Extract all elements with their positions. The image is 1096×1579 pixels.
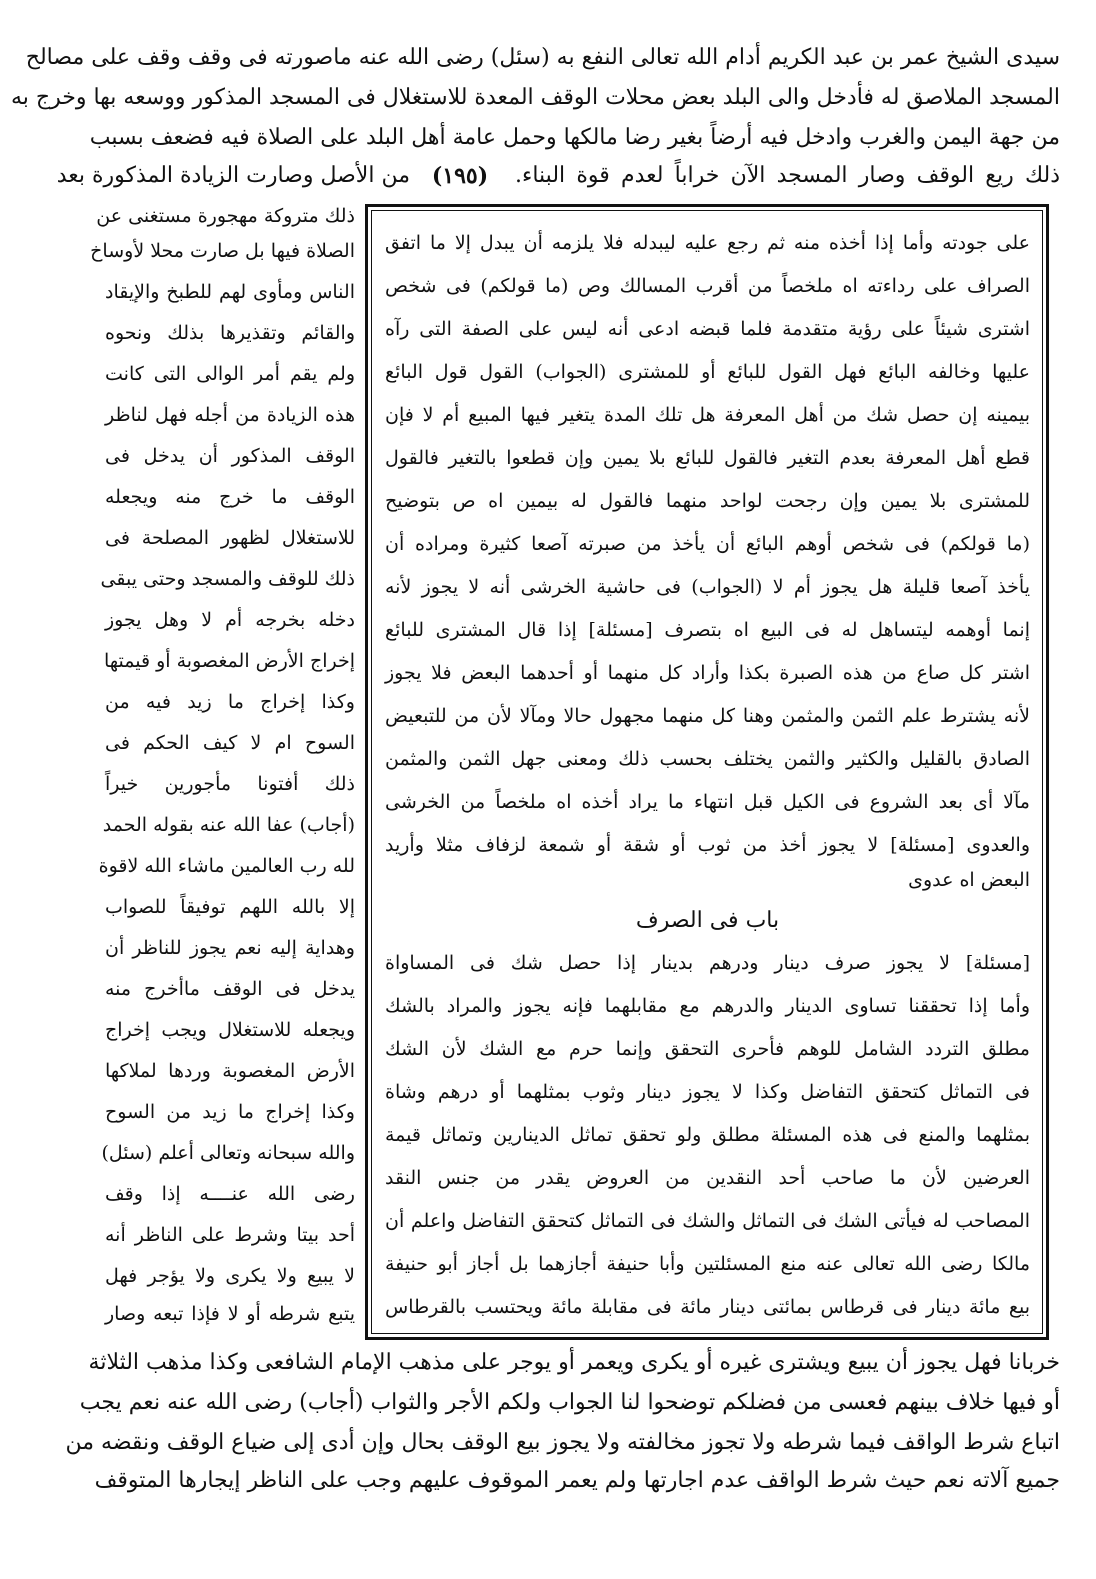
text-line: والقائم وتقذيرها بذلك ونحوه xyxy=(105,322,355,344)
text-line: والله سبحانه وتعالى أعلم (سئل) xyxy=(101,1142,355,1164)
text-line: الصراف على رداءته اه ملخصاً من أقرب المسالك وص (ما قولكم) فى شخص xyxy=(385,275,1030,297)
text-line: ويجعله للاستغلال ويجب إخراج xyxy=(105,1019,355,1041)
text-line: ذلك للوقف والمسجد وحتى يبقى xyxy=(100,568,355,590)
text-line: يدخل فى الوقف ماأخرج منه xyxy=(105,978,355,1000)
text-line: البعض اه عدوى xyxy=(908,869,1030,891)
text-line: فى التماثل كتحقق التفاضل وكذا لا يجوز دينار وثوب بمثلهما أو درهم وشاة xyxy=(385,1081,1030,1103)
text-line: الناس ومأوى لهم للطبخ والإيقاد xyxy=(105,281,355,303)
text-line: إلا بالله اللهم توفيقاً للصواب xyxy=(105,896,355,918)
text-line: إنما أوهمه ليتساهل له فى البيع اه بتصرف [مسئلة] إذا قال المشترى للبائع xyxy=(385,619,1030,641)
text-line: خربانا فهل يجوز أن يبيع ويشترى غيره أو يكرى ويعمر أو يوجر على مذهب الإمام الشافعى وكذا مذهب الثلاثة xyxy=(88,1350,1060,1375)
text-line: للمشترى بلا يمين وإن رجحت لواحد منهما فالقول له بيمين اه ص بتوضيح xyxy=(385,490,1030,512)
text-line: رضى الله عنــــه إذا وقف xyxy=(105,1183,355,1205)
text-line: سيدى الشيخ عمر بن عبد الكريم أدام الله تعالى النفع به (سئل) رضى الله عنه ماصورته فى وقف وقف على مصالح xyxy=(25,45,1060,70)
text-line: على جودته وأما إذا أخذه منه ثم رجع عليه ليبدله فلا يلزمه أن يبدل إلا ما اتفق xyxy=(385,232,1030,254)
text-line: مآلا أى بعد الشروع فى الكيل قبل انتهاء ما يراد أخذه اه ملخصاً من الخرشى xyxy=(385,791,1030,813)
text-line: لأنه يشترط علم الثمن والمثمن وهنا كل منهما مجهول حالا ومآلا لأن من للتبعيض xyxy=(385,705,1030,727)
text-line: وكذا إخراج ما زيد فيه من xyxy=(105,691,355,713)
text-line: الوقف ما خرج منه ويجعله xyxy=(105,486,355,508)
text-line: المصاحب له فيأتى الشك فى التماثل والشك فى التماثل كتحقق التفاضل واعلم أن xyxy=(385,1210,1030,1232)
text-line: ولم يقم أمر الوالى التى كانت xyxy=(105,363,355,385)
text-line: أو فيها خلاف بينهم فعسى من فضلكم توضحوا لنا الجواب ولكم الأجر والثواب (أجاب) رضى الله عنه نعم يجب xyxy=(79,1390,1060,1415)
text-line: الصادق بالقليل والكثير والثمن يختلف بحسب ذلك ومعنى جهل الثمن والمثمن xyxy=(385,748,1030,770)
text-line: الصلاة فيها بل صارت محلا لأوساخ xyxy=(90,240,355,262)
text-line: لله رب العالمين ماشاء الله لاقوة xyxy=(98,855,355,877)
text-line: الوقف المذكور أن يدخل فى xyxy=(105,445,355,467)
text-line: يتبع شرطه أو لا فإذا تبعه وصار xyxy=(105,1303,355,1325)
page-number: (١٩٥) xyxy=(431,163,489,189)
section-heading: باب فى الصرف xyxy=(635,908,780,933)
text-line: السوح ام لا كيف الحكم فى xyxy=(105,732,355,754)
text-line: (أجاب) عفا الله عنه بقوله الحمد xyxy=(102,814,355,836)
text-line: والعدوى [مسئلة] لا يجوز أخذ من ثوب أو شقة أو شمعة لزفاف مثلا وأريد xyxy=(385,834,1030,856)
text-line: الأرض المغصوبة وردها لملاكها xyxy=(105,1060,355,1082)
text-line: اتباع شرط الواقف فيما شرطه ولا تجوز مخالفته ولا يجوز بيع الوقف بحال وإن أدى إلى ضياع الوقف ونقضه من xyxy=(65,1430,1060,1455)
text-line: اشترى شيئاً على رؤية متقدمة فلما قبضه ادعى أنه ليس على الصفة التى رآه xyxy=(385,318,1030,340)
text-line: المسجد الملاصق له فأدخل والى البلد بعض محلات الوقف المعدة للاستغلال فى المسجد المذكور ووسعه بها وخرج به xyxy=(11,85,1060,110)
text-line: وهداية إليه نعم يجوز للناظر أن xyxy=(105,937,355,959)
text-line: ذلك ريع الوقف وصار المسجد الآن خراباً لعدم قوة البناء. xyxy=(515,163,1060,188)
text-line: جميع آلاته نعم حيث شرط الواقف عدم اجارتها ولم يعمر الموقوف عليهم وجب على الناظر إيجارها المتوقف xyxy=(94,1468,1060,1493)
text-line: [مسئلة] لا يجوز صرف دينار ودرهم بدينار إذا حصل شك فى المساواة xyxy=(385,952,1030,974)
text-line: (ما قولكم) فى شخص أوهم البائع أن يأخذ من صبرته آصعا كثيرة ومراده أن xyxy=(385,533,1030,555)
text-line: ذلك متروكة مهجورة مستغنى عن xyxy=(96,205,355,227)
text-line: هذه الزيادة من أجله فهل لناظر xyxy=(105,404,355,426)
text-line: بيمينه إن حصل شك من أهل المعرفة هل تلك المدة يتغير فيها المبيع أم لا فإن xyxy=(385,404,1030,426)
text-line: مطلق التردد الشامل للوهم فأحرى التحقق وإنما حرم مع الشك لأن الشك xyxy=(385,1038,1030,1060)
text-line: للاستغلال لظهور المصلحة فى xyxy=(105,527,355,549)
text-line: من الأصل وصارت الزيادة المذكورة بعد xyxy=(56,163,410,188)
text-line: دخله بخرجه أم لا وهل يجوز xyxy=(105,609,355,631)
text-line: إخراج الأرض المغصوبة أو قيمتها xyxy=(104,650,355,672)
text-line: قطع أهل المعرفة بعدم التغير فالقول للبائع بلا يمين وإن قطعوا بالتغير فالقول xyxy=(385,447,1030,469)
text-line: من جهة اليمن والغرب وادخل فيه أرضاً بغير رضا مالكها وحمل عامة أهل البلد على الصلاة فيه فضعف بسبب xyxy=(89,125,1060,150)
text-line: العرضين لأن ما صاحب أحد النقدين من العروض يقدر من جنس النقد xyxy=(385,1167,1030,1189)
text-line: بيع مائة دينار فى قرطاس بمائتى دينار مائة فى مقابلة مائة ويحتسب بالقرطاس xyxy=(385,1296,1030,1318)
text-line: وأما إذا تحققنا تساوى الدينار والدرهم مع مقابلهما فإنه يجوز والمراد بالشك xyxy=(385,995,1030,1017)
text-line: بمثلهما والمنع فى هذه المسئلة مطلق ولو تحقق تماثل الدينارين وتماثل قيمة xyxy=(385,1124,1030,1146)
text-line: وكذا إخراج ما زيد من السوح xyxy=(105,1101,355,1123)
text-line: لا يبيع ولا يكرى ولا يؤجر فهل xyxy=(105,1265,355,1287)
text-line: يأخذ آصعا قليلة هل يجوز أم لا (الجواب) فى حاشية الخرشى أنه لا يجوز لأنه xyxy=(385,576,1030,598)
text-line: مالكا رضى الله تعالى عنه منع المسئلتين وأبا حنيفة أجازهما بل أجاز أبو حنيفة xyxy=(385,1253,1030,1275)
text-line: اشتر كل صاع من هذه الصبرة بكذا وأراد كل منهما أو أحدهما البعض فلا يجوز xyxy=(385,662,1030,684)
text-line: أحد بيتا وشرط على الناظر أنه xyxy=(105,1224,355,1246)
text-line: ذلك أفتونا مأجورين خيراً xyxy=(105,773,355,795)
text-line: عليها وخالفه البائع فهل القول للبائع أو للمشترى (الجواب) القول قول البائع xyxy=(385,361,1030,383)
